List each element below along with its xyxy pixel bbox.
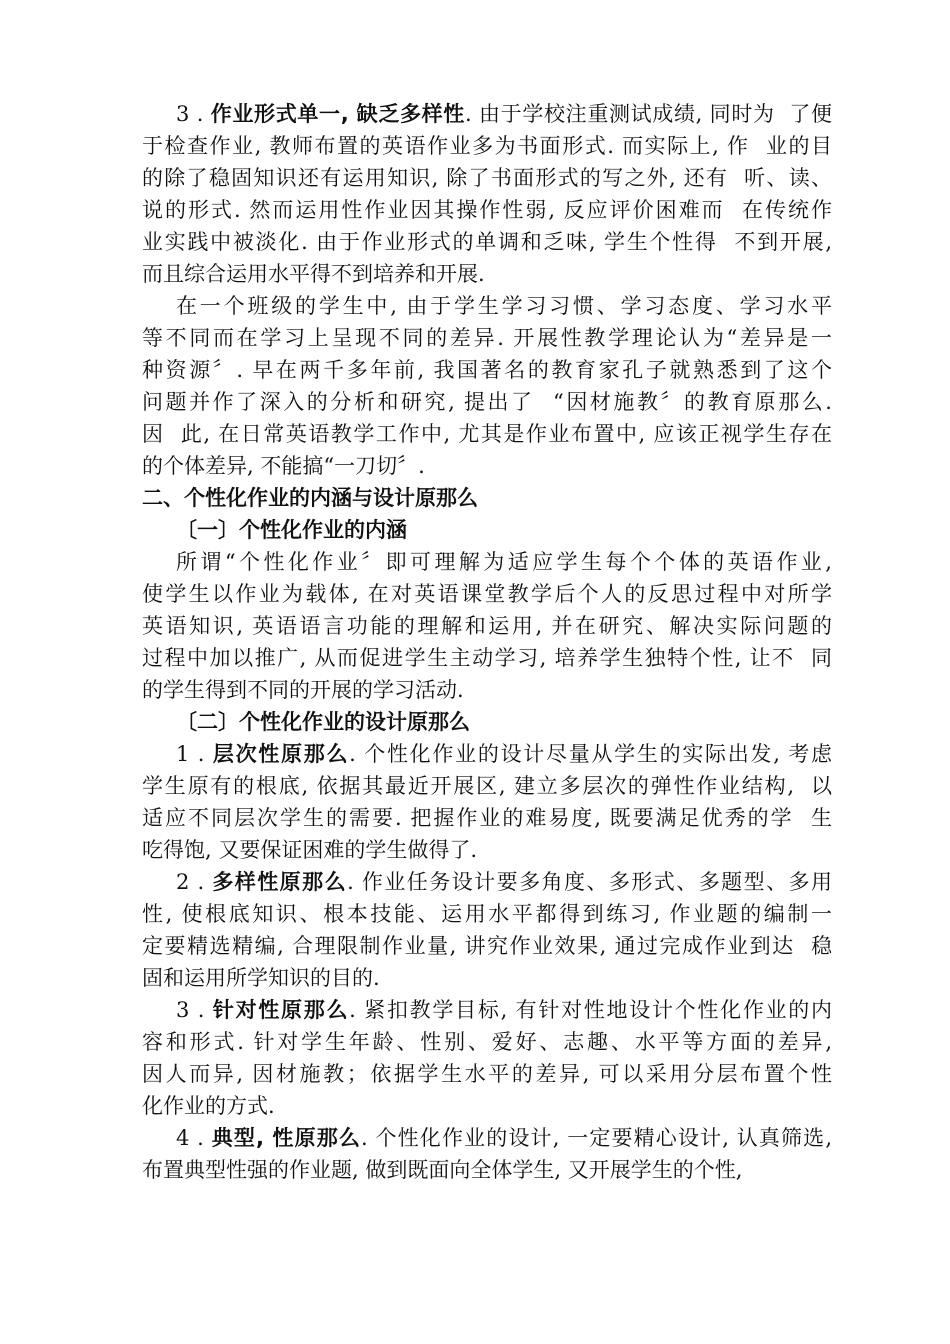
text-line: 化作业的方式. (142, 1094, 275, 1118)
item-number: 3 . (176, 102, 211, 126)
section-heading: 二、个性化作业的内涵与设计原那么 (142, 486, 478, 510)
subsection-heading: 〔二〕个性化作业的设计原那么 (176, 710, 470, 734)
text-line: 于检查作业, 教师布置的英语作业多为书面形式. 而实际上, 作 业的目 (142, 134, 832, 158)
item-title: 多样性原那么 (212, 870, 348, 894)
text-line: 布置典型性强的作业题, 做到既面向全体学生, 又开展学生的个性, (142, 1158, 743, 1182)
text-line (142, 738, 832, 770)
subsection-heading: 〔一〕个性化作业的内涵 (176, 518, 407, 542)
text-line: 业实践中被淡化. 由于作业形式的单调和乏味, 学生个性得 不到开展, (142, 230, 832, 254)
text-line: 在一个班级的学生中, 由于学生学习习惯、学习态度、学习水平 (176, 294, 832, 318)
principle-item-1 (142, 738, 832, 866)
text-line: 因 此, 在日常英语教学工作中, 尤其是作业布置中, 应该正视学生存在 (142, 422, 832, 446)
document-page (142, 98, 832, 1186)
text-line: 说的形式. 然而运用性作业因其操作性弱, 反应评价困难而 在传统作 (142, 198, 832, 222)
paragraph-definition (142, 546, 832, 706)
text-line: 问题并作了深入的分析和研究, 提出了 “因材施教〞的教育原那么. (142, 390, 832, 414)
item-title: 作业形式单一, 缺乏多样性 (210, 102, 465, 126)
principle-item-2 (142, 866, 832, 994)
text-line: 学生原有的根底, 依据其最近开展区, 建立多层次的弹性作业结构, 以 (142, 774, 832, 798)
text-line: 适应不同层次学生的需要. 把握作业的难易度, 既要满足优秀的学 生 (142, 806, 832, 830)
line-text: . 个性化作业的设计, 一定要精心设计, 认真筛选, (361, 1126, 832, 1150)
item-title: 层次性原那么 (212, 742, 350, 766)
text-line (142, 98, 832, 130)
text-line: 因人而异, 因材施教；依据学生水平的差异, 可以采用分层布置个性 (142, 1062, 832, 1086)
line-text: . 作业任务设计要多角度、多形式、多题型、多用 (347, 870, 833, 894)
text-line: 吃得饱, 又要保证困难的学生做得了. (142, 838, 478, 862)
text-line: 种资源〞. 早在两千多年前, 我国著名的教育家孔子就熟悉到了这个 (142, 358, 832, 382)
line-text: . 紧扣教学目标, 有针对性地设计个性化作业的内 (349, 998, 833, 1022)
text-line: 等不同而在学习上呈现不同的差异. 开展性教学理论认为“差异是一 (142, 326, 832, 350)
item-title: 典型, 性原那么 (211, 1126, 362, 1150)
text-line: 的个体差异, 不能搞“一刀切〞. (142, 454, 425, 478)
text-line: 英语知识, 英语语言功能的理解和运用, 并在研究、解决实际问题的 (142, 614, 832, 638)
text-line (142, 994, 832, 1026)
item-title: 针对性原那么 (212, 998, 350, 1022)
text-line: 所谓“个性化作业〞即可理解为适应学生每个个体的英语作业, (176, 550, 832, 574)
text-line: 固和运用所学知识的目的. (142, 966, 380, 990)
principle-item-3 (142, 994, 832, 1122)
principle-item-4 (142, 1122, 832, 1186)
item-number: 2 . (176, 870, 213, 894)
item-number: 1 . (176, 742, 213, 766)
line-text: . 由于学校注重测试成绩, 同时为 了便 (464, 102, 832, 126)
text-line: 过程中加以推广, 从而促进学生主动学习, 培养学生独特个性, 让不 同 (142, 646, 832, 670)
text-line: 定要精选精编, 合理限制作业量, 讲究作业效果, 通过完成作业到达 稳 (142, 934, 832, 958)
item-number: 4 . (176, 1126, 212, 1150)
text-line: 而且综合运用水平得不到培养和开展. (142, 262, 485, 286)
text-line: 的学生得到不同的开展的学习活动. (142, 678, 464, 702)
text-line: 性, 使根底知识、根本技能、运用水平都得到练习, 作业题的编制一 (142, 902, 832, 926)
paragraph-form-single (142, 98, 832, 290)
text-line: 使学生以作业为载体, 在对英语课堂教学后个人的反思过程中对所学 (142, 582, 832, 606)
text-line: 容和形式. 针对学生年龄、性别、爱好、志趣、水平等方面的差异, (142, 1030, 832, 1054)
line-text: . 个性化作业的设计尽量从学生的实际出发, 考虑 (349, 742, 833, 766)
text-line: 的除了稳固知识还有运用知识, 除了书面形式的写之外, 还有 听、读、 (142, 166, 832, 190)
paragraph-individual-difference (142, 290, 832, 482)
text-line (142, 1122, 832, 1154)
item-number: 3 . (176, 998, 213, 1022)
text-line (142, 866, 832, 898)
